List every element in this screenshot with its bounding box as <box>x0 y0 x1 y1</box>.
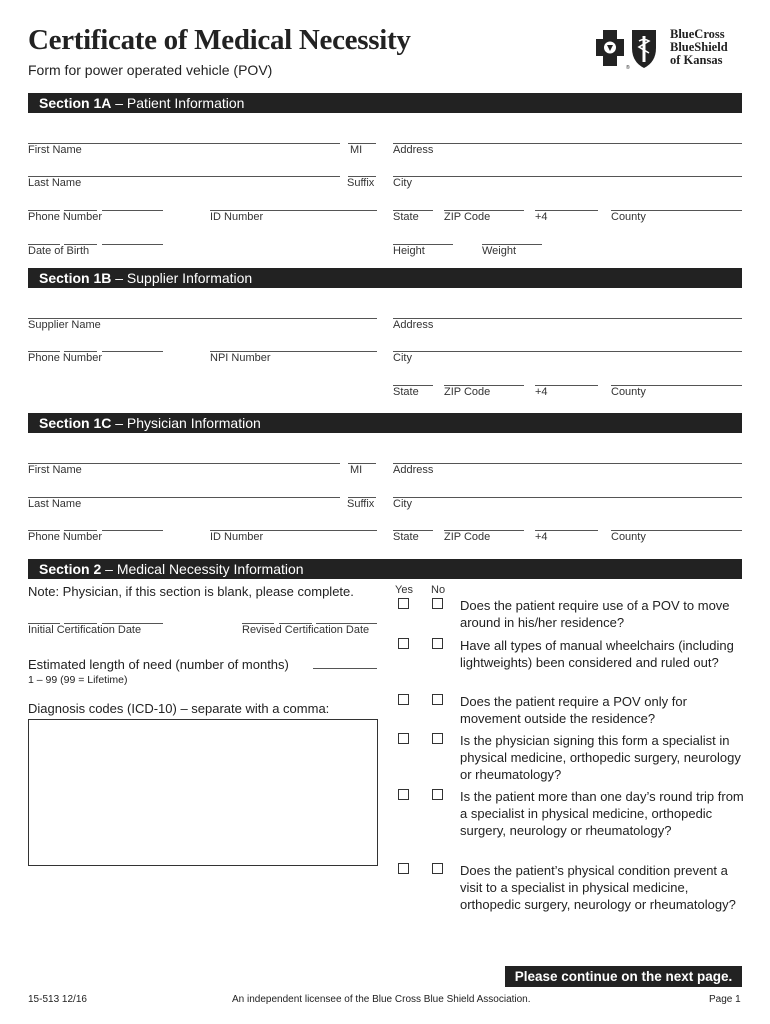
physician-zip-label: ZIP Code <box>444 531 491 543</box>
address-label: Address <box>393 144 434 156</box>
q3-yes-checkbox[interactable] <box>398 694 409 705</box>
bcbs-logo-text <box>670 28 728 67</box>
question-2: Have all types of manual wheelchairs (including lightweights) been considered and ruled out? <box>460 638 734 670</box>
supplier-phone-label: Phone Number <box>28 352 102 364</box>
dob-year-field[interactable] <box>102 244 163 245</box>
supplier-phone-line-field[interactable] <box>102 351 163 352</box>
revised-cert-label: Revised Certification Date <box>242 624 370 636</box>
physician-suffix-label: Suffix <box>347 498 375 510</box>
supplier-name-label: Supplier Name <box>28 319 101 331</box>
blue-shield-icon <box>632 30 656 68</box>
supplier-county-label: County <box>611 386 646 398</box>
physician-phone-label: Phone Number <box>28 531 102 543</box>
physician-note: Note: Physician, if this section is blank, please complete. <box>28 584 354 599</box>
city-field[interactable] <box>393 176 742 177</box>
supplier-city-label: City <box>393 352 412 364</box>
question-1: Does the patient require use of a POV to move around in his/her residence? <box>460 598 730 630</box>
q1-no-checkbox[interactable] <box>432 598 443 609</box>
page-number: Page 1 <box>709 994 741 1005</box>
blue-cross-icon <box>596 30 624 66</box>
physician-first-name-label: First Name <box>28 464 82 476</box>
logo-line-1: BlueCross <box>670 27 725 41</box>
supplier-plus4-label: +4 <box>535 386 548 398</box>
id-number-label: ID Number <box>210 211 264 223</box>
q6-no-checkbox[interactable] <box>432 863 443 874</box>
physician-city-label: City <box>393 498 412 510</box>
form-number: 15-513 12/16 <box>28 994 87 1005</box>
q4-yes-checkbox[interactable] <box>398 733 409 744</box>
no-column-header: No <box>431 584 446 596</box>
county-label: County <box>611 211 646 223</box>
q1-yes-checkbox[interactable] <box>398 598 409 609</box>
physician-plus4-label: +4 <box>535 531 548 543</box>
continue-banner: Please continue on the next page. <box>505 966 742 987</box>
question-5: Is the patient more than one day’s round trip from a specialist in physical medicine, orthopedic surgery, neurology or rheumatology? <box>460 789 744 838</box>
page-subtitle: Form for power operated vehicle (POV) <box>28 62 273 78</box>
supplier-address-field[interactable] <box>393 318 742 319</box>
supplier-state-label: State <box>393 386 419 398</box>
phone-label: Phone Number <box>28 211 102 223</box>
zip-label: ZIP Code <box>444 211 491 223</box>
q5-yes-checkbox[interactable] <box>398 789 409 800</box>
suffix-label: Suffix <box>347 177 375 189</box>
physician-last-name-label: Last Name <box>28 498 82 510</box>
q2-no-checkbox[interactable] <box>432 638 443 649</box>
page-title: Certificate of Medical Necessity <box>28 24 411 56</box>
physician-city-field[interactable] <box>393 497 742 498</box>
physician-phone-line-field[interactable] <box>102 530 163 531</box>
length-range-hint: 1 – 99 (99 = Lifetime) <box>28 674 128 686</box>
height-label: Height <box>393 245 425 257</box>
physician-address-field[interactable] <box>393 463 742 464</box>
supplier-zip-label: ZIP Code <box>444 386 491 398</box>
question-3: Does the patient require a POV only for movement outside the residence? <box>460 694 687 726</box>
section-2-header: Section 2 – Medical Necessity Information <box>28 559 742 579</box>
initial-cert-label: Initial Certification Date <box>28 624 142 636</box>
section-1b-header: Section 1B – Supplier Information <box>28 268 742 288</box>
dob-label: Date of Birth <box>28 245 90 257</box>
supplier-city-field[interactable] <box>393 351 742 352</box>
plus4-label: +4 <box>535 211 548 223</box>
state-label: State <box>393 211 419 223</box>
logo-line-2: BlueShield <box>670 40 728 54</box>
diagnosis-codes-input[interactable] <box>28 719 378 866</box>
mi-label: MI <box>350 144 363 156</box>
yes-column-header: Yes <box>395 584 413 596</box>
q2-yes-checkbox[interactable] <box>398 638 409 649</box>
question-6: Does the patient’s physical condition prevent a visit to a specialist in physical medicine, orthopedic surgery, neurology or rheumatology? <box>460 863 736 912</box>
q6-yes-checkbox[interactable] <box>398 863 409 874</box>
city-label: City <box>393 177 412 189</box>
svg-text:®: ® <box>626 65 630 70</box>
logo-line-3: of Kansas <box>670 53 723 67</box>
supplier-address-label: Address <box>393 319 434 331</box>
q3-no-checkbox[interactable] <box>432 694 443 705</box>
physician-county-label: County <box>611 531 646 543</box>
q5-no-checkbox[interactable] <box>432 789 443 800</box>
physician-state-label: State <box>393 531 419 543</box>
length-of-need-field[interactable] <box>313 668 377 669</box>
last-name-label: Last Name <box>28 177 82 189</box>
address-field[interactable] <box>393 143 742 144</box>
weight-label: Weight <box>482 245 517 257</box>
length-of-need-label: Estimated length of need (number of months) <box>28 657 289 672</box>
q4-no-checkbox[interactable] <box>432 733 443 744</box>
section-1c-header: Section 1C – Physician Information <box>28 413 742 433</box>
section-1a-header: Section 1A – Patient Information <box>28 93 742 113</box>
question-4: Is the physician signing this form a specialist in physical medicine, orthopedic surgery, neurology or rheumatology? <box>460 733 741 782</box>
diagnosis-codes-label: Diagnosis codes (ICD-10) – separate with a comma: <box>28 701 330 716</box>
physician-id-label: ID Number <box>210 531 264 543</box>
physician-address-label: Address <box>393 464 434 476</box>
first-name-label: First Name <box>28 144 82 156</box>
phone-line-field[interactable] <box>102 210 163 211</box>
licensee-note: An independent licensee of the Blue Cross Blue Shield Association. <box>232 994 531 1005</box>
physician-mi-label: MI <box>350 464 363 476</box>
npi-label: NPI Number <box>210 352 271 364</box>
